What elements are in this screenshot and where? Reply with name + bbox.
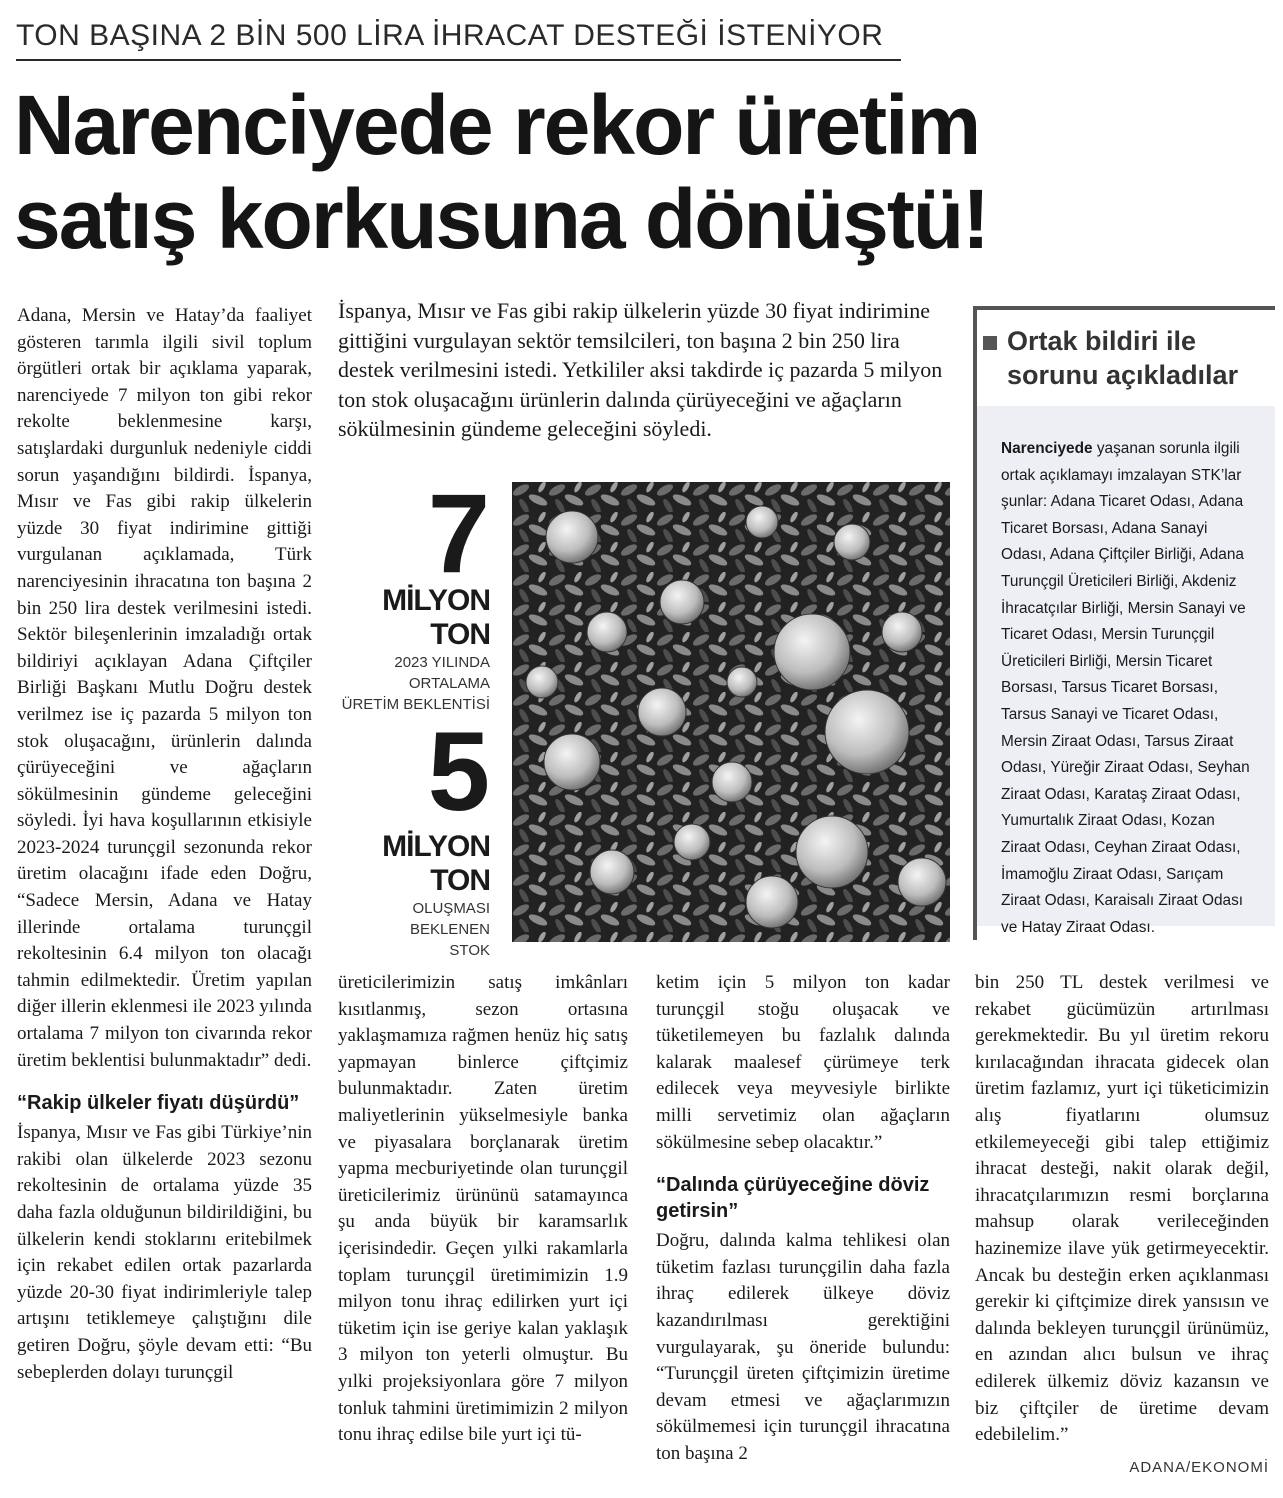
article-column-2 [338,970,628,1449]
sidebar-lead-word: Narenciyede [1001,440,1093,457]
stat-production-desc-3: ÜRETİM BEKLENTİSİ [341,696,490,713]
stat-stock-number: 5 [427,709,490,834]
sidebar-title-line-1: Ortak bildiri ile [1007,326,1197,356]
sidebar-box [973,306,1275,940]
stat-stock [338,709,490,961]
sidebar-title [977,310,1275,406]
stat-production-desc-1: 2023 YILINDA [394,654,490,671]
stat-production [338,471,490,715]
article-column-1 [17,303,312,1386]
headline-line-2: satış korkusuna dönüştü! [14,172,989,266]
article-column-4 [975,970,1269,1481]
column-4-paragraph: bin 250 TL destek verilmesi ve rekabet gücümüzün artırılması gerekmektedir. Bu yıl üretim rekoru kırılacağından ihracata gidecek olan üretim fazlamız, yurt içi tüketicimizin alış fiyatlarını olumsuz etkilemeyeceği gibi talep ettiğimiz ihracat desteği, nakit olarak değil, ihracatçılarımızın resmi borçlarına mahsup olarak verileceğinden hazinemize ilave yük getirmeyecektir. Ancak bu desteğin erken açıklanması gerekir ki çiftçimize direk yansısın ve dalında bekleyen turunçgil ürünümüz, en azından alıcı bulsun ve ihraç edilerek ülkemiz döviz kazansın ve biz çiftçiler de üretime devam edebilelim.” [975,972,1269,1446]
stat-stock-unit: MİLYON TON [382,830,490,897]
stat-production-unit: MİLYON TON [382,584,490,651]
citrus-photo-illustration [512,482,950,942]
subheading-rivals: “Rakip ülkeler fiyatı düşürdü” [17,1092,300,1115]
column-1-paragraph-1: Adana, Mersin ve Hatay’da faaliyet gösteren tarımla ilgili sivil toplum örgütleri ortak bir açıklama yaparak, narenciyede 7 milyon ton gibi rekor rekolte beklenmesine karşı, satışlardaki durgunluk nedeniyle ciddi sorun yaşandığını bildirdi. İspanya, Mısır ve Fas gibi rakip ülkelerin yüzde 30 fiyat indirimine gittiği vurgulanan açıklamada, Türk narenciyesinin ihracatına ton başına 2 bin 250 lira destek verilmesini istedi. Sektör bileşenlerinin imzaladığı ortak bildiriyi açıklayan Adana Çiftçiler Birliği Başkanı Mutlu Doğru destek verilmez ise iç pazarda 5 milyon ton stok oluşacağını, ürünlerin dalında çürüyeceğini ve ağaçların sökülmesinin gündeme geleceğini söyledi. İyi hava koşullarının etkisiyle 2023-2024 turunçgil sezonunda rekor üretim olacağını ifade eden Doğru, “Sadece Mersin, Adana ve Hatay illerinde ortalama turunçgil rekoltesinin 6.4 milyon ton olacağı tahmin edilmektedir. Üretim yapılan diğer illerin eklenmesi ile 2023 yılında ortalama 7 milyon ton civarında rekor üretim beklentisi bulunmaktadır” dedi. [17,305,312,1071]
stat-stock-desc-2: BEKLENEN [409,921,490,938]
lead-paragraph: İspanya, Mısır ve Fas gibi rakip ülkelerin yüzde 30 fiyat indirimine gittiğini vurgulayan sektör temsilcileri, ton başına 2 bin 250 lira destek verilmesini istedi. Yetkililer aksi takdirde iç pazarda 5 milyon ton stok oluşacağını ürünlerin dalında çürüyeceğini ve ağaçların sökülmesinin gündeme geleceğini söyledi. [338,298,943,441]
stat-production-number: 7 [427,471,490,596]
headline-line-1: Narenciyede rekor üretim [14,78,980,172]
stat-stock-desc-1: OLUŞMASI [412,900,490,917]
article-column-3 [656,970,950,1468]
citrus-tree-photo [512,482,950,942]
sidebar-body [977,406,1275,936]
square-bullet-icon [983,336,997,350]
stat-stock-desc-3: STOK [449,942,490,959]
stat-production-desc-2: ORTALAMA [408,675,490,692]
sidebar-text: yaşanan sorunla ilgili ortak açıklamayı imzalayan STK’lar şunlar: Adana Ticaret Odası, Adana Ticaret Borsası, Adana Sanayi Odası, Adana Çiftçiler Birliği, Adana Turunçgil Üreticileri Birliği, Akdeniz İhracatçılar Birliği, Mersin Sanayi ve Ticaret Odası, Mersin Turunçgil Üreticileri Birliği, Mersin Ticaret Borsası, Tarsus Ticaret Borsası, Tarsus Sanayi ve Ticaret Odası, Mersin Ziraat Odası, Tarsus Ziraat Odası, Yüreğir Ziraat Odası, Seyhan Ziraat Odası, Karataş Ziraat Odası, Yumurtalık Ziraat Odası, Kozan Ziraat Odası, Ceyhan Ziraat Odası, İmamoğlu Ziraat Odası, Sarıçam Ziraat Odası, Karaisalı Ziraat Odası ve Hatay Ziraat Odası. [1001,440,1250,936]
column-1-paragraph-2: İspanya, Mısır ve Fas gibi Türkiye’nin rakibi olan ülkelerde 2023 sezonu rekoltesinin de ortalama yüzde 35 daha fazla olduğunun bildirildiğini, bu ülkelerin kendi stoklarını eritebilmek için rekabet edilen ortak pazarlarda yüzde 20-30 fiyat indirimleriyle talep artışını tetiklemeye çalıştığını dile getiren Doğru, şöyle devam etti: “Bu sebeplerden dolayı turunçgil [17,1122,312,1383]
byline-credit: ADANA/EKONOMİ [1129,1458,1269,1476]
column-3-paragraph-2: Doğru, dalında kalma tehlikesi olan tüketim fazlası turunçgilin daha fazla ihraç edilerek ülkeye döviz kazandırılması gerektiğini vurgulayarak, şu öneride bulundu: “Turunçgil üreten çiftçimizin üretime devam etmesi ve ağaçlarımızın sökülmemesi için turunçgil ihracatına ton başına 2 [656,1230,950,1464]
headline [14,78,1274,266]
column-3-paragraph-1: ketim için 5 milyon ton kadar turunçgil stoğu oluşacak ve tüketilemeyen bu fazlalık dalında kalarak maalesef çürümeye terk edilecek veya meyvesiyle birlikte milli servetimiz olan ağaçların sökülmesine sebep olacaktır.” [656,972,950,1153]
kicker: TON BAŞINA 2 BİN 500 LİRA İHRACAT DESTEĞİ İSTENİYOR [16,16,901,61]
sidebar-title-line-2: sorunu açıkladılar [1007,360,1239,390]
column-2-paragraph: üreticilerimizin satış imkânları kısıtlanmış, sezon ortasına yaklaşmamıza rağmen henüz hiç satış yapmayan binlerce çiftçimiz bulunmaktadır. Zaten üretim maliyetlerinin yükselmesiyle banka ve piyasalara borçlanarak üretim yapma mecburiyetinde olan turunçgil üreticilerimiz ürününü satamayınca şu anda büyük bir karamsarlık içerisindedir. Geçen yılki rakamlarla toplam turunçgil üretimimizin 1.9 milyon tonu ihraç edilirken yurt içi tüketim için ise geriye kalan yaklaşık 3 milyon ton yeterli olmuştur. Bu yılki projeksiyonlara göre 7 milyon tonluk tahmini üretimimizin 2 milyon tonu ihraç edilse bile yurt içi tü- [338,972,628,1446]
subheading-foreign-currency: “Dalında çürüyeceğine döviz getirsin” [656,1174,930,1223]
